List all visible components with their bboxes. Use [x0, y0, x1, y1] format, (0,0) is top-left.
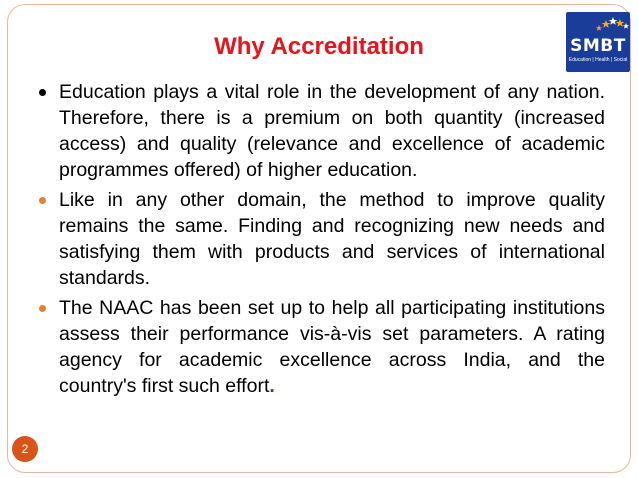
bullet-list — [38, 79, 605, 403]
logo-tagline: Education | Health | Social — [568, 57, 628, 63]
slide-title: Why Accreditation — [214, 33, 424, 60]
bullet-marker-icon — [39, 305, 46, 312]
bullet-text: Like in any other domain, the method to improve quality remains the same. Finding and recognizing new needs and satisfying them with products and services of international standards. — [59, 189, 605, 289]
logo-wordmark: SMBT — [570, 36, 626, 56]
page-number-badge: 2 — [12, 436, 38, 462]
bullet-item — [38, 187, 605, 291]
bullet-text: The NAAC has been set up to help all participating institutions assess their performance vis-à-vis set parameters. A rating agency for academic excellence across India, and the country's first such effort — [59, 297, 605, 397]
bullet-text: Education plays a vital role in the development of any nation. Therefore, there is a premium on both quantity (increased access) and quality (relevance and excellence of academic programmes offered) of higher education. — [59, 81, 605, 181]
bullet-item — [38, 295, 605, 399]
bullet-end-mark: . — [269, 375, 275, 397]
smbt-logo — [566, 12, 630, 72]
bullet-item — [38, 79, 605, 183]
bullet-marker-icon — [39, 197, 46, 204]
bullet-marker-icon — [39, 89, 46, 96]
